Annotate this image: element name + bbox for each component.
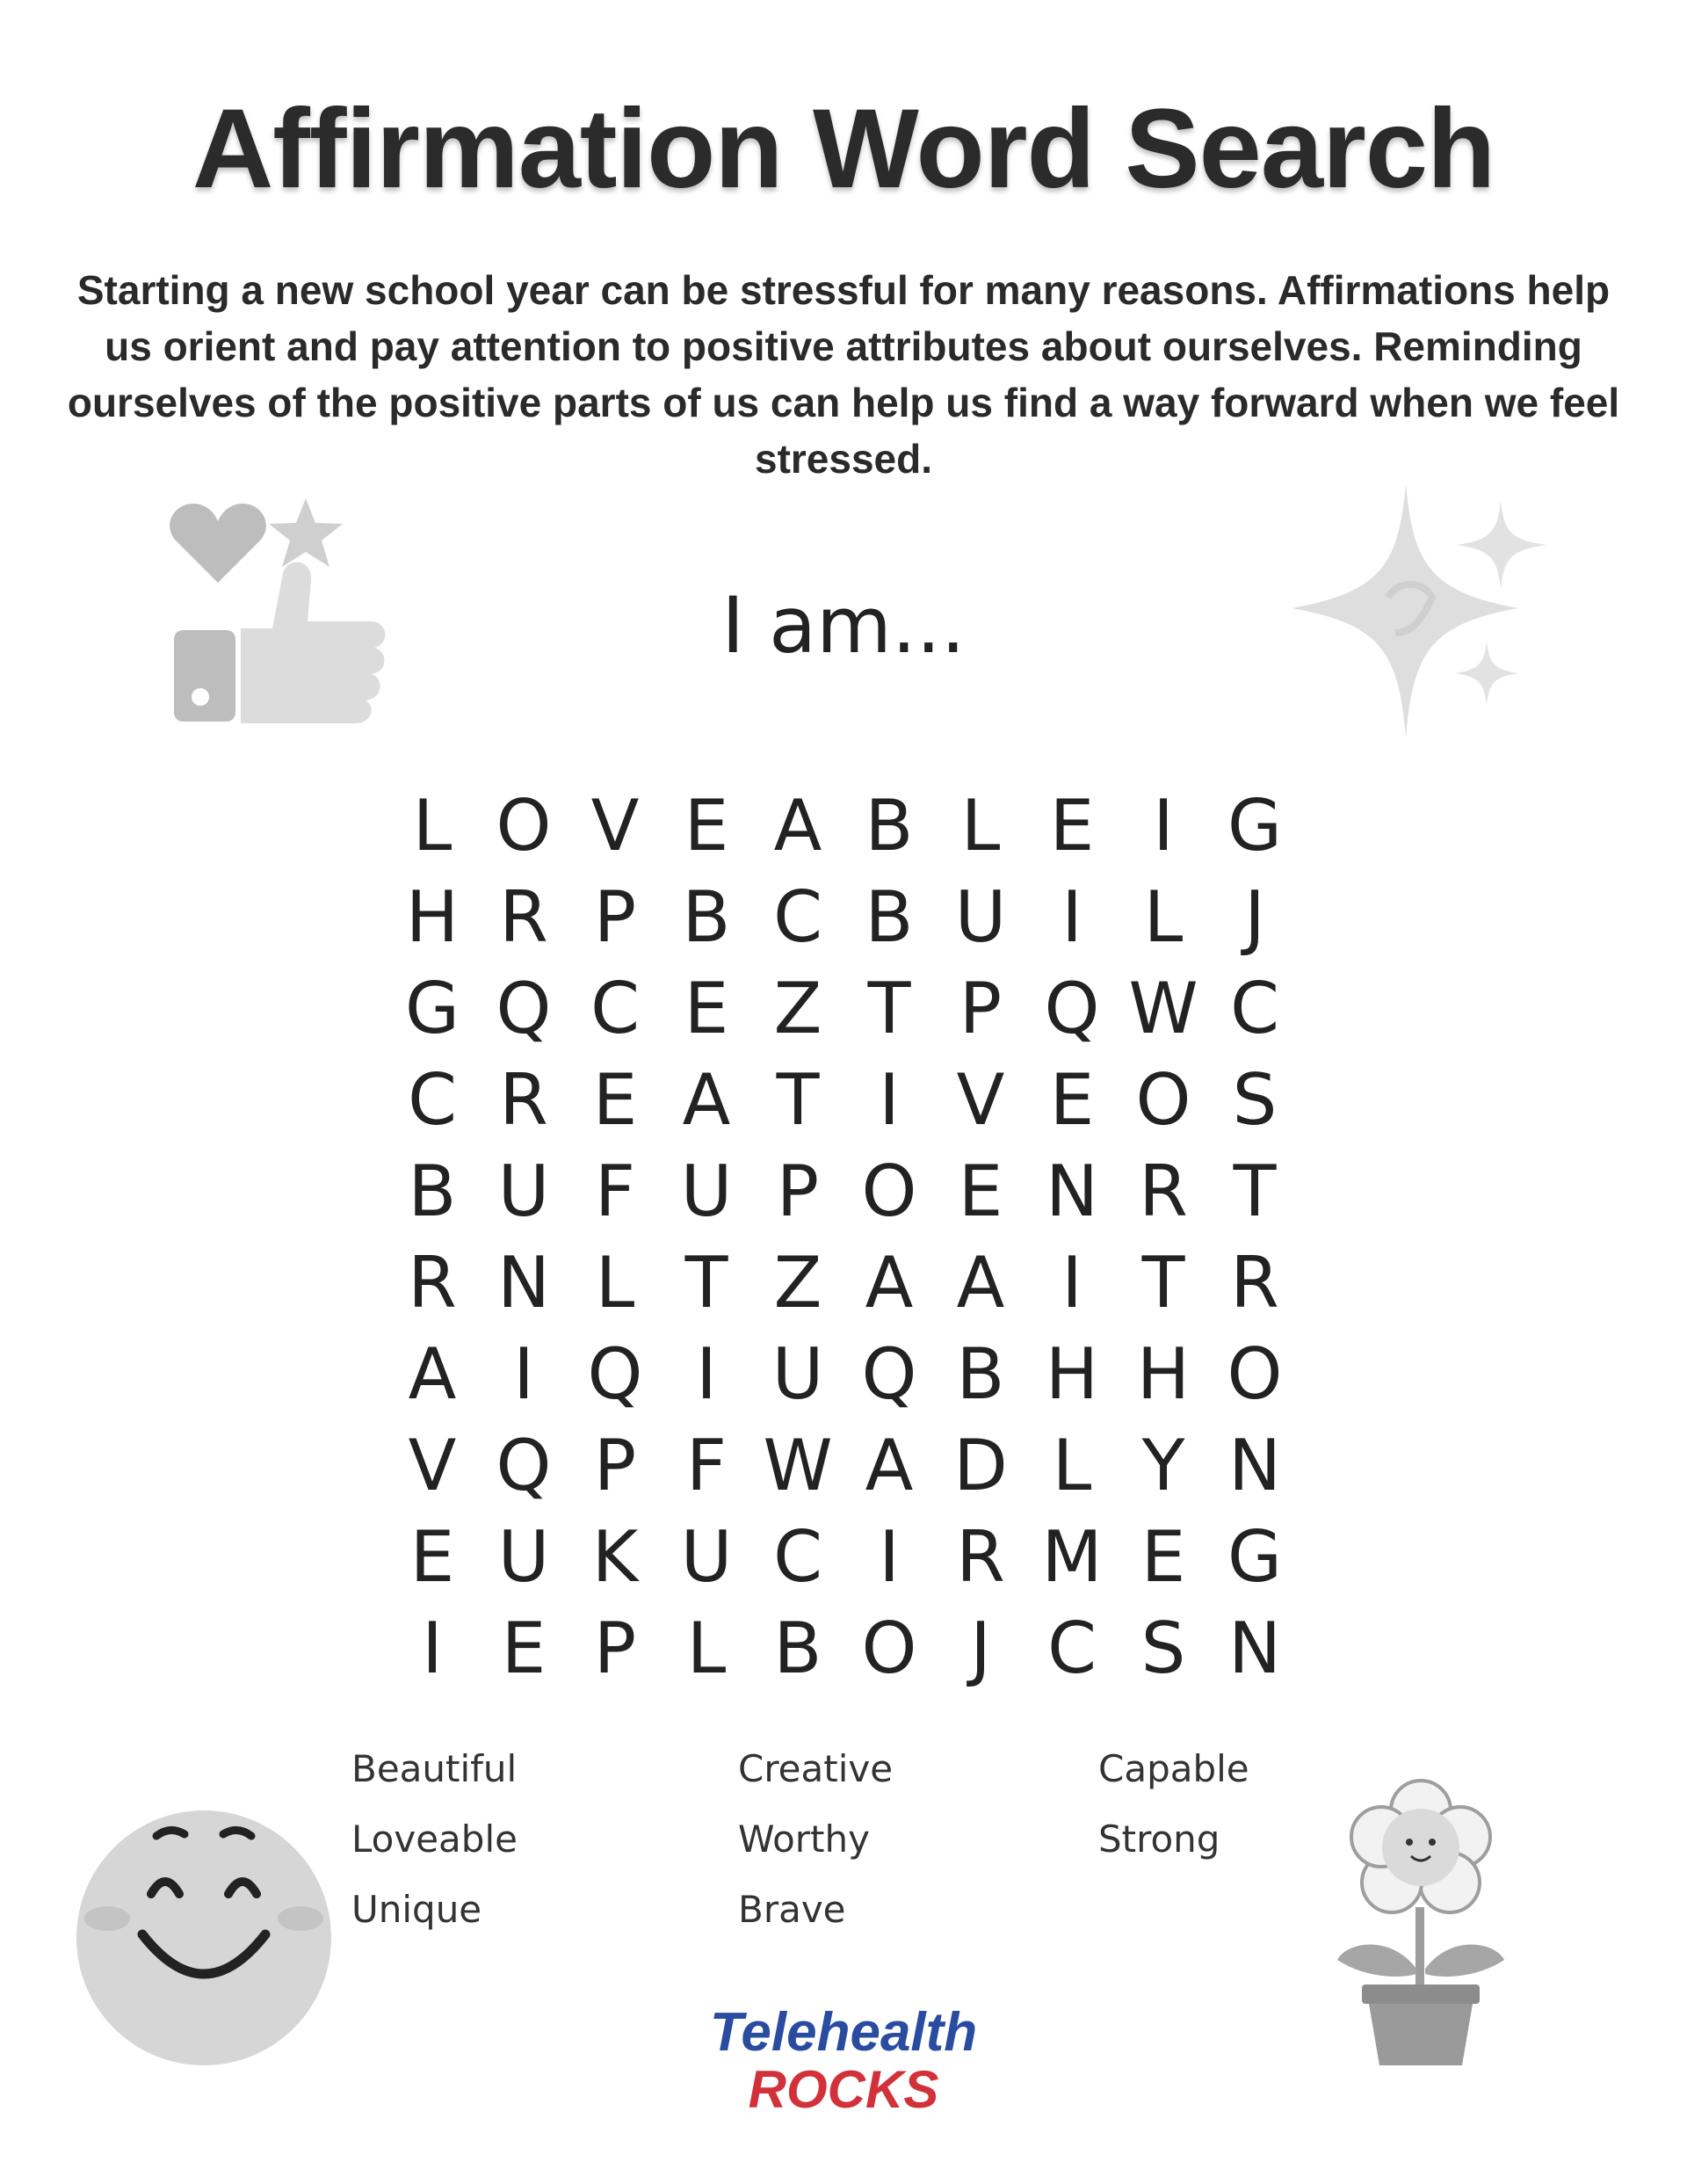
grid-letter[interactable]: I	[1061, 1242, 1082, 1324]
grid-letter[interactable]: T	[684, 1242, 728, 1324]
grid-letter[interactable]: L	[595, 1242, 635, 1324]
word-list-item: Creative	[738, 1747, 894, 1790]
grid-row	[387, 1603, 1300, 1694]
grid-letter[interactable]: G	[405, 968, 460, 1049]
grid-letter[interactable]: T	[1141, 1242, 1185, 1324]
grid-letter[interactable]: U	[680, 1516, 733, 1598]
grid-letter[interactable]: C	[1047, 1607, 1097, 1689]
grid-row	[387, 1146, 1300, 1237]
star-icon	[269, 498, 343, 567]
grid-letter[interactable]: S	[1140, 1607, 1186, 1689]
grid-letter[interactable]: P	[593, 1607, 637, 1689]
grid-letter[interactable]: A	[408, 1333, 457, 1415]
grid-letter[interactable]: B	[408, 1150, 457, 1232]
word-list-item: Strong	[1098, 1818, 1220, 1861]
grid-letter[interactable]: Q	[496, 968, 552, 1049]
grid-letter[interactable]: Z	[773, 1242, 822, 1324]
word-search-grid	[387, 780, 1300, 1694]
grid-letter[interactable]: D	[953, 1425, 1008, 1506]
grid-letter[interactable]: E	[592, 1059, 638, 1141]
grid-letter[interactable]: I	[422, 1607, 443, 1689]
grid-letter[interactable]: F	[685, 1425, 727, 1506]
grid-letter[interactable]: B	[682, 876, 731, 958]
grid-letter[interactable]: P	[959, 968, 1003, 1049]
grid-letter[interactable]: E	[684, 785, 729, 867]
grid-letter[interactable]: U	[680, 1150, 733, 1232]
word-list-item: Loveable	[351, 1818, 518, 1861]
grid-letter[interactable]: H	[1136, 1333, 1191, 1415]
grid-letter[interactable]: B	[865, 785, 914, 867]
grid-letter[interactable]: G	[1227, 785, 1282, 867]
i-am-prompt: I am...	[721, 580, 966, 671]
word-list-item: Brave	[738, 1888, 846, 1931]
grid-letter[interactable]: Z	[773, 968, 822, 1049]
grid-letter[interactable]: E	[684, 968, 729, 1049]
telehealth-rocks-logo	[0, 2004, 1687, 2118]
grid-letter[interactable]: A	[773, 785, 822, 867]
grid-letter[interactable]: N	[1228, 1425, 1281, 1506]
grid-letter[interactable]: Q	[1044, 968, 1100, 1049]
grid-letter[interactable]: B	[773, 1607, 822, 1689]
grid-letter[interactable]: M	[1041, 1516, 1103, 1598]
grid-row	[387, 1055, 1300, 1146]
grid-letter[interactable]: C	[590, 968, 640, 1049]
grid-letter[interactable]: H	[1045, 1333, 1099, 1415]
grid-letter[interactable]: Q	[587, 1333, 643, 1415]
grid-row	[387, 1512, 1300, 1603]
page-title: Affirmation Word Search	[192, 86, 1495, 212]
grid-letter[interactable]: I	[879, 1516, 900, 1598]
grid-letter[interactable]: R	[499, 1059, 548, 1141]
grid-letter[interactable]: V	[590, 785, 640, 867]
grid-letter[interactable]: R	[1139, 1150, 1188, 1232]
grid-row	[387, 1237, 1300, 1329]
grid-letter[interactable]: N	[497, 1242, 550, 1324]
grid-letter[interactable]: O	[861, 1150, 917, 1232]
grid-letter[interactable]: O	[1135, 1059, 1191, 1141]
grid-letter[interactable]: J	[1244, 876, 1265, 958]
grid-letter[interactable]: A	[865, 1242, 914, 1324]
grid-letter[interactable]: P	[776, 1150, 820, 1232]
grid-letter[interactable]: P	[593, 876, 637, 958]
grid-letter[interactable]: Q	[861, 1333, 917, 1415]
grid-letter[interactable]: R	[956, 1516, 1005, 1598]
intro-paragraph: Starting a new school year can be stressful for many reasons. Affirmations help us orient and pay attention to positive attributes about ourselves. Reminding ourselves of the positive parts of us can help us find a way forward when we feel stressed.	[67, 267, 1620, 482]
grid-letter[interactable]: B	[956, 1333, 1005, 1415]
grid-letter[interactable]: G	[1227, 1516, 1282, 1598]
grid-row	[387, 1420, 1300, 1512]
grid-letter[interactable]: A	[956, 1242, 1005, 1324]
grid-letter[interactable]: T	[776, 1059, 820, 1141]
grid-letter[interactable]: R	[1230, 1242, 1279, 1324]
grid-letter[interactable]: T	[867, 968, 911, 1049]
grid-letter[interactable]: I	[696, 1333, 717, 1415]
grid-letter[interactable]: U	[954, 876, 1007, 958]
word-list-item: Unique	[351, 1888, 482, 1931]
grid-row	[387, 872, 1300, 963]
grid-letter[interactable]: W	[1128, 968, 1198, 1049]
grid-letter[interactable]: L	[412, 785, 453, 867]
heart-icon	[170, 504, 266, 583]
grid-letter[interactable]: T	[1233, 1150, 1277, 1232]
word-list-item: Beautiful	[351, 1747, 518, 1790]
grid-letter[interactable]: E	[409, 1516, 455, 1598]
grid-letter[interactable]: A	[682, 1059, 731, 1141]
grid-letter[interactable]: S	[1232, 1059, 1278, 1141]
grid-letter[interactable]: R	[408, 1242, 457, 1324]
grid-letter[interactable]: I	[1153, 785, 1174, 867]
grid-letter[interactable]: N	[1046, 1150, 1098, 1232]
grid-letter[interactable]: I	[879, 1059, 900, 1141]
grid-letter[interactable]: U	[771, 1333, 824, 1415]
grid-letter[interactable]: N	[1228, 1607, 1281, 1689]
grid-letter[interactable]: Y	[1141, 1425, 1185, 1506]
grid-row	[387, 963, 1300, 1055]
grid-letter[interactable]: E	[501, 1607, 547, 1689]
grid-letter[interactable]: L	[960, 785, 1001, 867]
word-list-item: Worthy	[738, 1818, 870, 1861]
grid-letter[interactable]: F	[594, 1150, 635, 1232]
grid-letter[interactable]: P	[593, 1425, 637, 1506]
logo-line-telehealth: Telehealth	[709, 2002, 978, 2063]
grid-letter[interactable]: A	[865, 1425, 914, 1506]
grid-letter[interactable]: J	[970, 1607, 991, 1689]
word-list-item: Capable	[1098, 1747, 1249, 1790]
grid-letter[interactable]: I	[513, 1333, 534, 1415]
grid-letter[interactable]: I	[1061, 876, 1082, 958]
grid-letter[interactable]: E	[958, 1150, 1003, 1232]
grid-row	[387, 780, 1300, 872]
grid-row	[387, 1329, 1300, 1420]
grid-letter[interactable]: R	[499, 876, 548, 958]
grid-letter[interactable]: B	[865, 876, 914, 958]
grid-letter[interactable]: U	[497, 1516, 550, 1598]
grid-letter[interactable]: E	[1140, 1516, 1186, 1598]
grid-letter[interactable]: C	[773, 876, 822, 958]
grid-letter[interactable]: O	[861, 1607, 917, 1689]
grid-letter[interactable]: L	[686, 1607, 727, 1689]
grid-letter[interactable]: C	[773, 1516, 822, 1598]
grid-letter[interactable]: H	[405, 876, 460, 958]
grid-letter[interactable]: V	[956, 1059, 1005, 1141]
grid-letter[interactable]: K	[591, 1516, 639, 1598]
grid-letter[interactable]: L	[1143, 876, 1184, 958]
grid-letter[interactable]: C	[1230, 968, 1279, 1049]
word-list	[351, 1742, 1318, 1937]
logo-line-rocks: ROCKS	[748, 2060, 939, 2119]
grid-letter[interactable]: E	[1049, 785, 1095, 867]
grid-letter[interactable]: E	[1049, 1059, 1095, 1141]
grid-letter[interactable]: C	[408, 1059, 457, 1141]
grid-letter[interactable]: V	[408, 1425, 457, 1506]
grid-letter[interactable]: W	[763, 1425, 833, 1506]
grid-letter[interactable]: Q	[496, 1425, 552, 1506]
grid-letter[interactable]: O	[496, 785, 552, 867]
grid-letter[interactable]: L	[1052, 1425, 1092, 1506]
grid-letter[interactable]: O	[1227, 1333, 1283, 1415]
grid-letter[interactable]: U	[497, 1150, 550, 1232]
